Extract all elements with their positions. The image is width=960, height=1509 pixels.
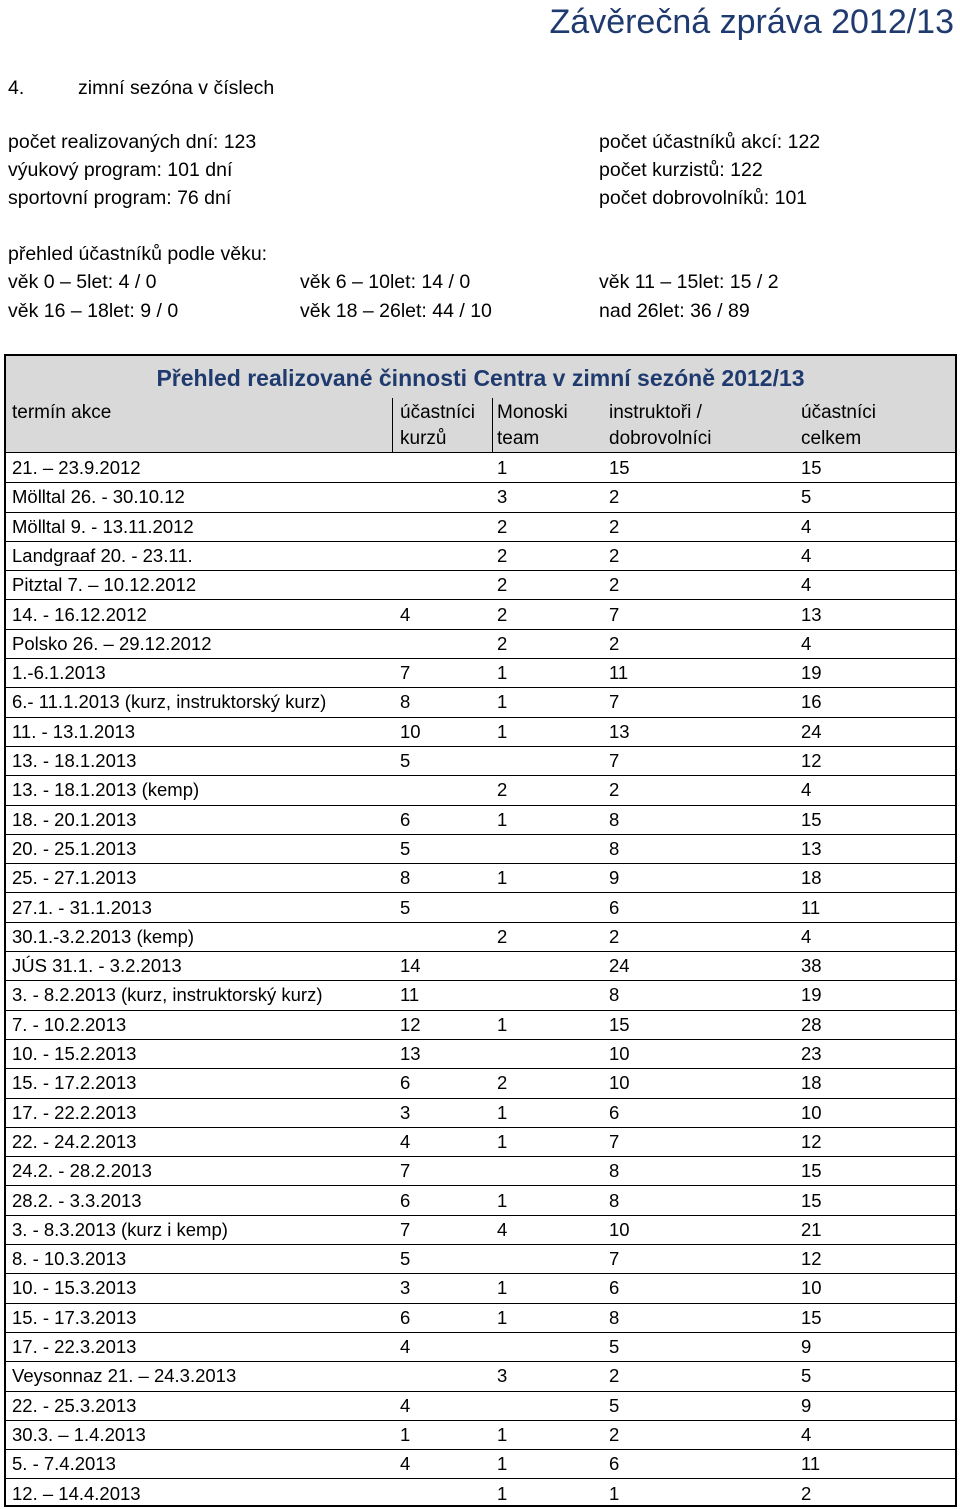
table-row	[6, 1332, 955, 1362]
cell-course-participants: 14	[400, 955, 421, 977]
cell-date: 25. - 27.1.2013	[12, 867, 137, 889]
cell-date: 28.2. - 3.3.2013	[12, 1189, 142, 1211]
cell-instructors: 6	[609, 1101, 620, 1123]
cell-date: Polsko 26. – 29.12.2012	[12, 632, 212, 654]
cell-instructors: 1	[609, 1482, 620, 1504]
age-16-18: věk 16 – 18let: 9 / 0	[8, 300, 179, 322]
cell-monoski: 3	[497, 1365, 508, 1387]
cell-instructors: 10	[609, 1043, 630, 1064]
cell-monoski: 1	[497, 662, 508, 684]
cell-date: 21. – 23.9.2012	[12, 457, 141, 478]
table-row	[6, 687, 955, 717]
cell-date: Mölltal 9. - 13.11.2012	[12, 515, 194, 537]
cell-instructors: 8	[609, 984, 620, 1006]
header-date: termín akce	[12, 402, 112, 423]
cell-date: 11. - 13.1.2013	[12, 720, 136, 742]
cell-total: 5	[801, 486, 812, 508]
table-row	[6, 1361, 955, 1391]
cell-date: 17. - 22.2.2013	[12, 1101, 137, 1123]
cell-date: 5. - 7.4.2013	[12, 1453, 116, 1475]
cell-instructors: 9	[609, 867, 620, 889]
table-row	[6, 482, 955, 512]
cell-date: Pitztal 7. – 10.12.2012	[12, 574, 197, 596]
header-monoski-team: Monoski team	[497, 402, 568, 449]
cell-date: 7. - 10.2.2013	[12, 1013, 127, 1035]
table-row	[6, 1303, 955, 1333]
table-row	[6, 1127, 955, 1157]
cell-instructors: 8	[609, 808, 620, 830]
table-row	[6, 1215, 955, 1245]
table-row	[6, 863, 955, 893]
table-row	[6, 1244, 955, 1274]
cell-total: 4	[801, 779, 812, 801]
cell-instructors: 8	[609, 1160, 620, 1182]
cell-monoski: 2	[497, 779, 508, 801]
age-11-15: věk 11 – 15let: 15 / 2	[599, 271, 779, 293]
cell-monoski: 1	[497, 457, 508, 478]
cell-total: 10	[801, 1101, 822, 1123]
column-divider	[392, 398, 393, 453]
cell-date: 27.1. - 31.1.2013	[12, 896, 152, 918]
cell-date: 22. - 25.3.2013	[12, 1394, 137, 1416]
table-title: Přehled realizované činnosti Centra v zimní sezóně 2012/13	[6, 356, 955, 398]
header-course-participants: účastníci kurzů	[400, 402, 475, 449]
cell-instructors: 2	[609, 544, 620, 566]
cell-instructors: 5	[609, 1336, 620, 1357]
cell-date: 3. - 8.3.2013 (kurz i kemp)	[12, 1218, 228, 1240]
cell-course-participants: 4	[400, 1336, 411, 1357]
cell-date: 13. - 18.1.2013	[12, 750, 137, 771]
cell-course-participants: 7	[400, 1218, 411, 1240]
cell-date: 30.1.-3.2.2013 (kemp)	[12, 925, 195, 947]
age-0-5: věk 0 – 5let: 4 / 0	[8, 271, 157, 293]
cell-course-participants: 3	[400, 1101, 411, 1123]
column-divider	[492, 398, 493, 453]
stat-education: výukový program: 101 dní	[8, 159, 233, 181]
cell-total: 4	[801, 925, 812, 947]
cell-course-participants: 6	[400, 1072, 411, 1094]
cell-monoski: 1	[497, 1453, 508, 1475]
cell-monoski: 1	[497, 808, 508, 830]
table-row	[6, 980, 955, 1010]
cell-monoski: 1	[497, 691, 508, 713]
cell-total: 15	[801, 1160, 822, 1182]
cell-instructors: 24	[609, 955, 630, 977]
cell-total: 9	[801, 1394, 812, 1416]
cell-date: Veysonnaz 21. – 24.3.2013	[12, 1365, 237, 1387]
cell-date: 22. - 24.2.2013	[12, 1130, 137, 1152]
cell-total: 23	[801, 1043, 822, 1064]
age-heading: přehled účastníků podle věku:	[8, 243, 268, 265]
stat-sport: sportovní program: 76 dní	[8, 187, 232, 209]
cell-course-participants: 11	[400, 984, 420, 1006]
table-row	[6, 805, 955, 835]
cell-date: 17. - 22.3.2013	[12, 1336, 137, 1357]
table-row	[6, 1449, 955, 1479]
cell-total: 18	[801, 1072, 822, 1094]
cell-course-participants: 5	[400, 896, 411, 918]
cell-monoski: 2	[497, 632, 508, 654]
cell-total: 13	[801, 603, 822, 625]
cell-course-participants: 6	[400, 808, 411, 830]
age-6-10: věk 6 – 10let: 14 / 0	[300, 271, 471, 293]
cell-total: 4	[801, 574, 812, 596]
cell-date: 13. - 18.1.2013 (kemp)	[12, 779, 200, 801]
cell-course-participants: 8	[400, 867, 411, 889]
cell-instructors: 7	[609, 691, 620, 713]
cell-total: 19	[801, 662, 822, 684]
section-title: zimní sezóna v číslech	[78, 77, 275, 99]
table-row	[6, 1010, 955, 1040]
cell-course-participants: 4	[400, 1130, 411, 1152]
table-row	[6, 951, 955, 981]
cell-total: 12	[801, 1248, 822, 1270]
cell-instructors: 7	[609, 603, 620, 625]
cell-date: 12. – 14.4.2013	[12, 1482, 141, 1504]
cell-total: 4	[801, 632, 812, 654]
cell-total: 19	[801, 984, 822, 1006]
cell-date: 8. - 10.3.2013	[12, 1248, 127, 1270]
cell-date: Landgraaf 20. - 23.11.	[12, 544, 193, 566]
cell-course-participants: 5	[400, 837, 411, 859]
cell-monoski: 1	[497, 1189, 508, 1211]
cell-total: 24	[801, 720, 822, 742]
cell-total: 4	[801, 515, 812, 537]
cell-instructors: 2	[609, 779, 620, 801]
cell-course-participants: 13	[400, 1043, 421, 1064]
table-row	[6, 453, 955, 483]
section-heading	[8, 74, 274, 102]
cell-instructors: 10	[609, 1218, 630, 1240]
document-title: Závěrečná zpráva 2012/13	[549, 3, 954, 41]
cell-course-participants: 7	[400, 1160, 411, 1182]
cell-total: 21	[801, 1218, 822, 1240]
cell-instructors: 7	[609, 1248, 620, 1270]
cell-instructors: 7	[609, 1130, 620, 1152]
cell-total: 11	[801, 896, 821, 918]
table-row	[6, 1273, 955, 1303]
cell-monoski: 2	[497, 574, 508, 596]
cell-instructors: 2	[609, 632, 620, 654]
cell-monoski: 3	[497, 486, 508, 508]
stat-volunteers: počet dobrovolníků: 101	[599, 187, 808, 209]
stat-days: počet realizovaných dní: 123	[8, 131, 257, 153]
cell-total: 4	[801, 1423, 812, 1445]
stat-participants: počet účastníků akcí: 122	[599, 131, 821, 153]
table-row	[6, 1479, 955, 1508]
cell-instructors: 5	[609, 1394, 620, 1416]
cell-total: 15	[801, 457, 822, 478]
cell-course-participants: 3	[400, 1277, 411, 1299]
cell-instructors: 6	[609, 896, 620, 918]
cell-monoski: 2	[497, 544, 508, 566]
table-row	[6, 922, 955, 952]
table-header	[6, 398, 955, 453]
cell-instructors: 8	[609, 1189, 620, 1211]
cell-monoski: 2	[497, 515, 508, 537]
cell-course-participants: 6	[400, 1306, 411, 1328]
cell-total: 9	[801, 1336, 812, 1357]
cell-total: 13	[801, 837, 822, 859]
cell-monoski: 2	[497, 925, 508, 947]
cell-total: 38	[801, 955, 822, 977]
table-row	[6, 600, 955, 630]
cell-instructors: 13	[609, 720, 630, 742]
table-row	[6, 1068, 955, 1098]
cell-course-participants: 4	[400, 1453, 411, 1475]
cell-date: 1.-6.1.2013	[12, 662, 106, 684]
cell-instructors: 15	[609, 457, 630, 478]
cell-course-participants: 7	[400, 662, 411, 684]
table-row	[6, 775, 955, 805]
table-row	[6, 893, 955, 923]
cell-course-participants: 10	[400, 720, 421, 742]
cell-monoski: 1	[497, 720, 508, 742]
cell-monoski: 2	[497, 603, 508, 625]
cell-instructors: 15	[609, 1013, 630, 1035]
cell-monoski: 1	[497, 1013, 508, 1035]
cell-instructors: 2	[609, 1423, 620, 1445]
table-row	[6, 658, 955, 688]
cell-monoski: 1	[497, 1306, 508, 1328]
table-row	[6, 1156, 955, 1186]
cell-date: 6.- 11.1.2013 (kurz, instruktorský kurz)	[12, 691, 327, 713]
cell-total: 16	[801, 691, 822, 713]
cell-instructors: 8	[609, 837, 620, 859]
cell-course-participants: 1	[400, 1423, 411, 1445]
cell-date: 30.3. – 1.4.2013	[12, 1423, 146, 1445]
cell-total: 2	[801, 1482, 812, 1504]
cell-monoski: 2	[497, 1072, 508, 1094]
cell-total: 5	[801, 1365, 812, 1387]
age-18-26: věk 18 – 26let: 44 / 10	[300, 300, 492, 322]
cell-instructors: 6	[609, 1453, 620, 1475]
table-row	[6, 717, 955, 747]
cell-monoski: 1	[497, 867, 508, 889]
header-instructors: instruktoři / dobrovolníci	[609, 402, 712, 449]
cell-total: 10	[801, 1277, 822, 1299]
cell-course-participants: 5	[400, 1248, 411, 1270]
cell-date: 3. - 8.2.2013 (kurz, instruktorský kurz)	[12, 984, 323, 1006]
cell-total: 28	[801, 1013, 822, 1035]
age-over-26: nad 26let: 36 / 89	[599, 300, 750, 322]
cell-total: 4	[801, 544, 812, 566]
cell-date: 20. - 25.1.2013	[12, 837, 137, 859]
cell-date: 10. - 15.2.2013	[12, 1043, 137, 1064]
cell-instructors: 2	[609, 925, 620, 947]
table-row	[6, 570, 955, 600]
table-row	[6, 1039, 955, 1069]
cell-course-participants: 12	[400, 1013, 421, 1035]
table-row	[6, 746, 955, 776]
cell-total: 15	[801, 1306, 822, 1328]
table-row	[6, 1420, 955, 1450]
table-row	[6, 1186, 955, 1216]
cell-instructors: 6	[609, 1277, 620, 1299]
cell-total: 12	[801, 750, 822, 771]
cell-course-participants: 4	[400, 603, 411, 625]
header-total: účastníci celkem	[801, 402, 876, 449]
table-row	[6, 629, 955, 659]
cell-date: 14. - 16.12.2012	[12, 603, 147, 625]
cell-monoski: 1	[497, 1101, 508, 1123]
cell-total: 12	[801, 1130, 822, 1152]
stat-course-participants: počet kurzistů: 122	[599, 159, 763, 181]
cell-monoski: 1	[497, 1130, 508, 1152]
table-row	[6, 541, 955, 571]
cell-total: 15	[801, 1189, 822, 1211]
cell-monoski: 1	[497, 1277, 508, 1299]
cell-instructors: 2	[609, 486, 620, 508]
cell-total: 11	[801, 1453, 821, 1475]
cell-course-participants: 5	[400, 750, 411, 771]
table-row	[6, 1098, 955, 1128]
cell-date: 15. - 17.2.2013	[12, 1072, 137, 1094]
cell-total: 15	[801, 808, 822, 830]
cell-instructors: 2	[609, 574, 620, 596]
cell-instructors: 2	[609, 515, 620, 537]
cell-monoski: 4	[497, 1218, 508, 1240]
cell-date: 15. - 17.3.2013	[12, 1306, 137, 1328]
cell-instructors: 10	[609, 1072, 630, 1094]
cell-instructors: 2	[609, 1365, 620, 1387]
cell-course-participants: 4	[400, 1394, 411, 1416]
cell-instructors: 8	[609, 1306, 620, 1328]
cell-course-participants: 6	[400, 1189, 411, 1211]
table-row	[6, 1391, 955, 1421]
table-row	[6, 512, 955, 542]
cell-monoski: 1	[497, 1482, 508, 1504]
section-number: 4.	[8, 77, 25, 99]
cell-course-participants: 8	[400, 691, 411, 713]
cell-total: 18	[801, 867, 822, 889]
cell-instructors: 7	[609, 750, 620, 771]
cell-monoski: 1	[497, 1423, 508, 1445]
table-row	[6, 834, 955, 864]
cell-date: 24.2. - 28.2.2013	[12, 1160, 152, 1182]
activity-table	[4, 354, 957, 1507]
cell-date: 18. - 20.1.2013	[12, 808, 137, 830]
cell-date: JÚS 31.1. - 3.2.2013	[12, 955, 182, 977]
cell-date: 10. - 15.3.2013	[12, 1277, 137, 1299]
cell-instructors: 11	[609, 662, 629, 684]
cell-date: Mölltal 26. - 30.10.12	[12, 486, 185, 508]
